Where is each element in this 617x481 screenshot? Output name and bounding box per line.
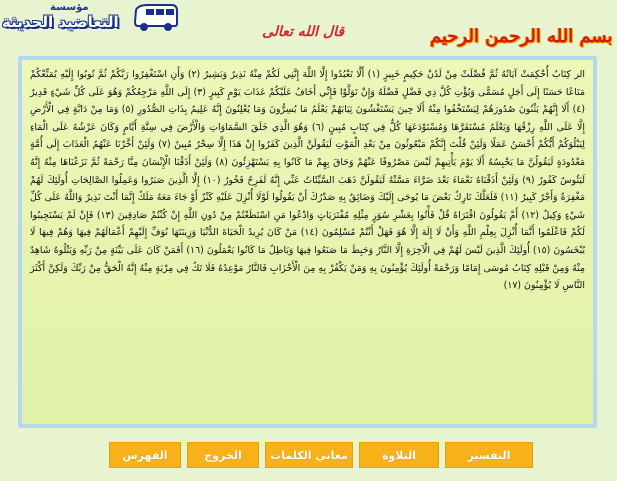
logo-main-text: التعاضيد الحديثة (2, 13, 119, 31)
tilawa-button[interactable]: التلاوة (359, 442, 439, 468)
index-button[interactable]: الفهرس (109, 442, 181, 468)
surah-text-panel (18, 56, 597, 428)
word-meanings-button[interactable]: معاني الكلمات (265, 442, 353, 468)
bottom-navigation (108, 442, 533, 468)
bus-icon (132, 4, 178, 32)
logo-top-text: مؤسسة (50, 2, 89, 13)
header (0, 0, 617, 52)
exit-button[interactable]: الخروج (187, 442, 259, 468)
surah-text: الر كِتَابٌ أُحْكِمَتْ آيَاتُهُ ثُمَّ فُصِّلَتْ مِنْ لَدُنْ حَكِيمٍ خَبِيرٍ (١) أَلَّا تَعْبُدُوا إِلَّا اللَّهَ إِنَّنِي لَكُمْ مِنْهُ نَذِيرٌ وَبَشِيرٌ (٢) وَأَنِ اسْتَغْفِرُوا رَبَّكُمْ ثُمَّ تُوبُوا إِلَيْهِ يُمَتِّعْكُمْ مَتَاعًا حَسَنًا إِلَى أَجَلٍ مُسَمًّى وَيُؤْتِ كُلَّ ذِي فَضْلٍ فَضْلَهُ وَإِنْ تَوَلَّوْا فَإِنِّي أَخَافُ عَلَيْكُمْ عَذَابَ يَوْمٍ كَبِيرٍ (٣) إِلَى اللَّهِ مَرْجِعُكُمْ وَهُوَ عَلَى كُلِّ شَيْءٍ قَدِيرٌ (٤) أَلَا إِنَّهُمْ يَثْنُونَ صُدُورَهُمْ لِيَسْتَخْفُوا مِنْهُ أَلَا حِينَ يَسْتَغْشُونَ ثِيَابَهُمْ يَعْلَمُ مَا يُسِرُّونَ وَمَا يُعْلِنُونَ إِنَّهُ عَلِيمٌ بِذَاتِ الصُّدُورِ (٥) وَمَا مِنْ دَابَّةٍ فِي الْأَرْضِ إِلَّا عَلَى اللَّهِ رِزْقُهَا وَيَعْلَمُ مُسْتَقَرَّهَا وَمُسْتَوْدَعَهَا كُلٌّ فِي كِتَابٍ مُبِينٍ (٦) وَهُوَ الَّذِي خَلَقَ السَّمَاوَاتِ وَالْأَرْضَ فِي سِتَّةِ أَيَّامٍ وَكَانَ عَرْشُهُ عَلَى الْمَاءِ لِيَبْلُوَكُمْ أَيُّكُمْ أَحْسَنُ عَمَلًا وَلَئِنْ قُلْتَ إِنَّكُمْ مَبْعُوثُونَ مِنْ بَعْدِ الْمَوْتِ لَيَقُولَنَّ الَّذِينَ كَفَرُوا إِنْ هَذَا إِلَّا سِحْرٌ مُبِينٌ (٧) وَلَئِنْ أَخَّرْنَا عَنْهُمُ الْعَذَابَ إِلَى أُمَّةٍ مَعْدُودَةٍ لَيَقُولُنَّ مَا يَحْبِسُهُ أَلَا يَوْمَ يَأْتِيهِمْ لَيْسَ مَصْرُوفًا عَنْهُمْ وَحَاقَ بِهِمْ مَا كَانُوا بِهِ يَسْتَهْزِئُونَ (٨) وَلَئِنْ أَذَقْنَا الْإِنْسَانَ مِنَّا رَحْمَةً ثُمَّ نَزَعْنَاهَا مِنْهُ إِنَّهُ لَيَئُوسٌ كَفُورٌ (٩) وَلَئِنْ أَذَقْنَاهُ نَعْمَاءَ بَعْدَ ضَرَّاءَ مَسَّتْهُ لَيَقُولَنَّ ذَهَبَ السَّيِّئَاتُ عَنِّي إِنَّهُ لَفَرِحٌ فَخُورٌ (١٠) إِلَّا الَّذِينَ صَبَرُوا وَعَمِلُوا الصَّالِحَاتِ أُولَئِكَ لَهُمْ مَغْفِرَةٌ وَأَجْرٌ كَبِيرٌ (١١) فَلَعَلَّكَ تَارِكٌ بَعْضَ مَا يُوحَى إِلَيْكَ وَضَائِقٌ بِهِ صَدْرُكَ أَنْ يَقُولُوا لَوْلَا أُنْزِلَ عَلَيْهِ كَنْزٌ أَوْ جَاءَ مَعَهُ مَلَكٌ إِنَّمَا أَنْتَ نَذِيرٌ وَاللَّهُ عَلَى كُلِّ شَيْءٍ وَكِيلٌ (١٢) أَمْ يَقُولُونَ افْتَرَاهُ قُلْ فَأْتُوا بِعَشْرِ سُوَرٍ مِثْلِهِ مُفْتَرَيَاتٍ وَادْعُوا مَنِ اسْتَطَعْتُمْ مِنْ دُونِ اللَّهِ إِنْ كُنْتُمْ صَادِقِينَ (١٣) فَإِنْ لَمْ يَسْتَجِيبُوا لَكُمْ فَاعْلَمُوا أَنَّمَا أُنْزِلَ بِعِلْمِ اللَّهِ وَأَنْ لَا إِلَهَ إِلَّا هُوَ فَهَلْ أَنْتُمْ مُسْلِمُونَ (١٤) مَنْ كَانَ يُرِيدُ الْحَيَاةَ الدُّنْيَا وَزِينَتَهَا نُوَفِّ إِلَيْهِمْ أَعْمَالَهُمْ فِيهَا وَهُمْ فِيهَا لَا يُبْخَسُونَ (١٥) أُولَئِكَ الَّذِينَ لَيْسَ لَهُمْ فِي الْآخِرَةِ إِلَّا النَّارُ وَحَبِطَ مَا صَنَعُوا فِيهَا وَبَاطِلٌ مَا كَانُوا يَعْمَلُونَ (١٦) أَفَمَنْ كَانَ عَلَى بَيِّنَةٍ مِنْ رَبِّهِ وَيَتْلُوهُ شَاهِدٌ مِنْهُ وَمِنْ قَبْلِهِ كِتَابُ مُوسَى إِمَامًا وَرَحْمَةً أُولَئِكَ يُؤْمِنُونَ بِهِ وَمَنْ يَكْفُرْ بِهِ مِنَ الْأَحْزَابِ فَالنَّارُ مَوْعِدُهُ فَلَا تَكُ فِي مِرْيَةٍ مِنْهُ إِنَّهُ الْحَقُّ مِنْ رَبِّكَ وَلَكِنَّ أَكْثَرَ النَّاسِ لَا يُؤْمِنُونَ (١٧) (30, 69, 586, 292)
qala-allah-calligraphy: قال الله تعالى (262, 24, 345, 40)
basmala-calligraphy: بسم الله الرحمن الرحيم (430, 26, 613, 47)
publisher-logo (2, 2, 178, 38)
tafsir-button[interactable]: التفسير (445, 442, 533, 468)
